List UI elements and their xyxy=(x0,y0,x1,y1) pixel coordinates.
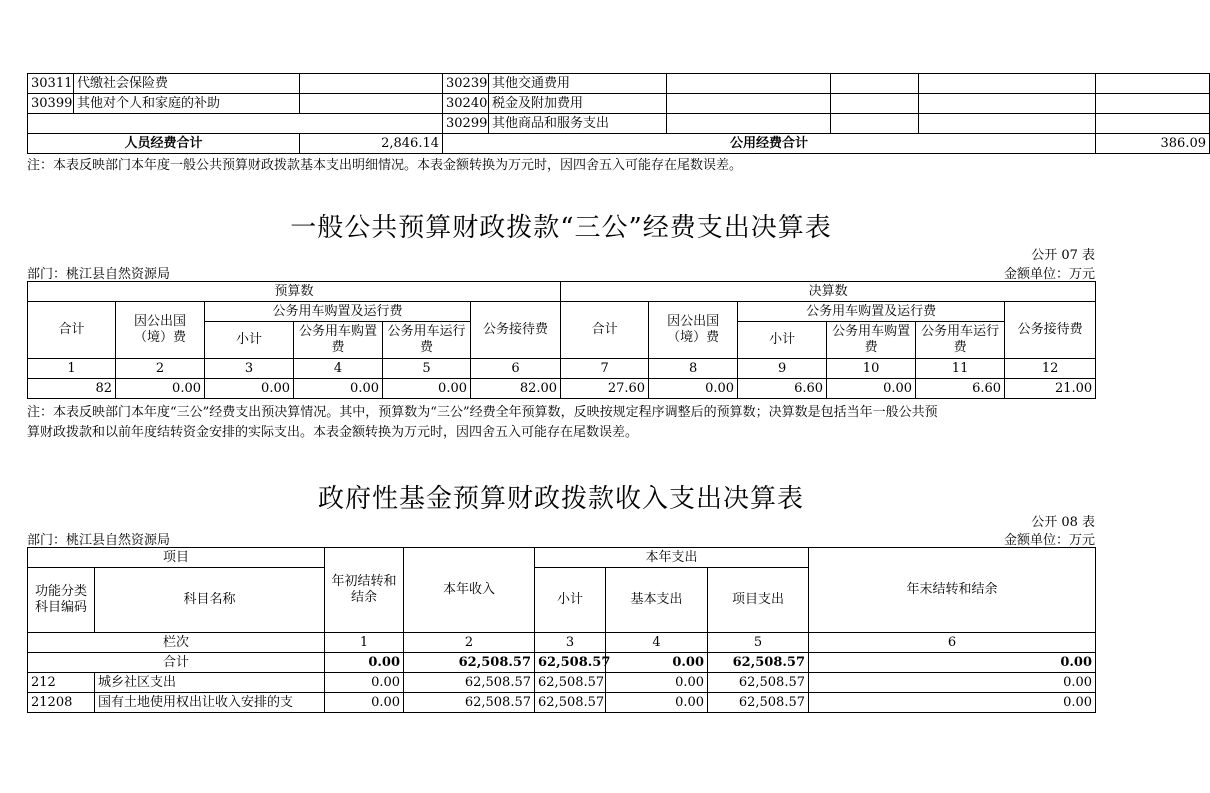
personnel-total-label: 人员经费合计 xyxy=(28,134,300,154)
table-row: 30311 代缴社会保险费 30239 其他交通费用 xyxy=(28,74,1210,94)
column-number-row: 栏次 1 2 3 4 5 6 xyxy=(28,633,1096,653)
sec2-dept: 部门：桃江县自然资源局 xyxy=(27,267,171,282)
sec3-code: 公开 08 表 xyxy=(1031,515,1095,530)
sec3-unit: 金额单位：万元 xyxy=(1003,533,1095,548)
sec2-title: 一般公共预算财政拨款“三公”经费支出决算表 xyxy=(290,213,832,243)
basic-expenditure-table xyxy=(27,73,1210,154)
budget-header: 预算数 xyxy=(28,282,561,302)
total-row xyxy=(28,134,1210,154)
three-public-table: 预算数 决算数 合计 因公出国（境）费 公务用车购置及运行费 公务接待费 合计 因公出国（境）费 公务用车购置及运行费 公务接待费 小计 公务用车购置费 公务用车运行费 小计 公务用车购置费 公务用车运行费 1 2 3 4 5 6 7 8 9 10 11 12 82 0.00 0.00 0.00 0.00 82.00 27.60 0.00 6.60 0.00 6.60 21.00 xyxy=(27,281,1096,399)
personnel-total-value: 2,846.14 xyxy=(300,134,443,154)
table-row: 30399 其他对个人和家庭的补助 30240 税金及附加费用 xyxy=(28,94,1210,114)
table-row: 21208 国有土地使用权出让收入安排的支 0.00 62,508.57 62,508.57 0.00 62,508.57 0.00 xyxy=(28,693,1096,713)
table-row: 30299 其他商品和服务支出 xyxy=(28,114,1210,134)
final-header: 决算数 xyxy=(561,282,1096,302)
sec2-unit: 金额单位：万元 xyxy=(1003,267,1095,282)
item-header: 项目 xyxy=(28,548,325,568)
table-row: 212 城乡社区支出 0.00 62,508.57 62,508.57 0.00 62,508.57 0.00 xyxy=(28,673,1096,693)
table-row: 82 0.00 0.00 0.00 0.00 82.00 27.60 0.00 6.60 0.00 6.60 21.00 xyxy=(28,379,1096,399)
gov-fund-table: 项目 年初结转和结余 本年收入 本年支出 年末结转和结余 功能分类科目编码 科目名称 小计 基本支出 项目支出 栏次 1 2 3 4 5 6 合计 0.00 62,508.57 62,508.57 0.00 62,508.57 0.00 212 城乡社区支出 0.00 62,508.57 62,508.57 0.00 62,508.57 0.00 21208 国有土地使用权出让收入安排的支 0.00 62,508.57 62,508.57 0.00 62,508.57 0.00 xyxy=(27,547,1096,713)
public-total-value: 386.09 xyxy=(1096,134,1210,154)
note-three-public-2: 算财政拨款和以前年度结转资金安排的实际支出。本表金额转换为万元时，因四舍五入可能存在尾数误差。 xyxy=(27,425,639,440)
note-three-public-1: 注：本表反映部门本年度“三公”经费支出预决算情况。其中，预算数为“三公”经费全年预算数，反映按规定程序调整后的预算数；决算数是包括当年一般公共预 xyxy=(27,405,938,420)
sec2-code: 公开 07 表 xyxy=(1031,248,1095,263)
column-number-row: 1 2 3 4 5 6 7 8 9 10 11 12 xyxy=(28,359,1096,379)
note-basic: 注：本表反映部门本年度一般公共预算财政拨款基本支出明细情况。本表金额转换为万元时，因四舍五入可能存在尾数误差。 xyxy=(27,158,743,173)
public-total-label: 公用经费合计 xyxy=(443,134,1096,154)
sec3-title: 政府性基金预算财政拨款收入支出决算表 xyxy=(317,484,804,514)
total-row: 合计 0.00 62,508.57 62,508.57 0.00 62,508.57 0.00 xyxy=(28,653,1096,673)
sec3-dept: 部门：桃江县自然资源局 xyxy=(27,533,171,548)
